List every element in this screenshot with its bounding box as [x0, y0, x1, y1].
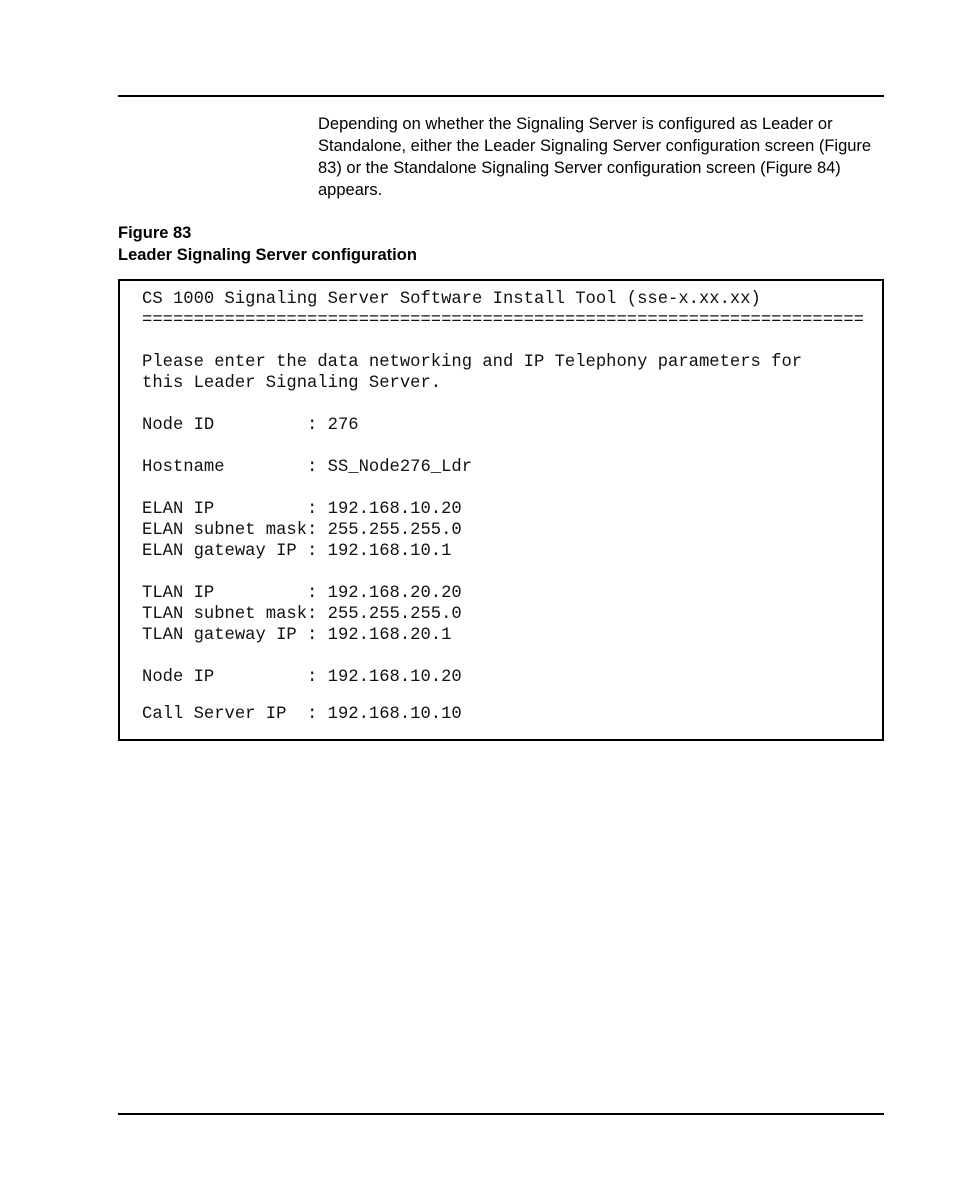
tlan-subnet-field: TLAN subnet mask: 255.255.255.0: [142, 605, 462, 624]
terminal-text: [142, 289, 864, 724]
top-rule: [118, 95, 884, 97]
elan-ip-field: ELAN IP : 192.168.10.20: [142, 500, 462, 519]
tlan-ip-field: TLAN IP : 192.168.20.20: [142, 584, 462, 603]
elan-gateway-field: ELAN gateway IP : 192.168.10.1: [142, 542, 452, 561]
tool-title: CS 1000 Signaling Server Software Install Tool (sse-x.xx.xx): [142, 290, 761, 309]
figure-number: Figure 83: [118, 224, 192, 242]
prompt-line-1: Please enter the data networking and IP Telephony parameters for: [142, 353, 803, 372]
node-id-field: Node ID : 276: [142, 416, 359, 435]
tlan-gateway-field: TLAN gateway IP : 192.168.20.1: [142, 626, 452, 645]
prompt-line-2: this Leader Signaling Server.: [142, 374, 442, 393]
terminal-screen: [118, 279, 884, 741]
intro-paragraph: Depending on whether the Signaling Server is configured as Leader or Standalone, either the Leader Signaling Server configuration screen (Figure 83) or the Standalone Signaling Server configuration screen (Figure 84) appears.: [318, 115, 872, 199]
separator-line: ======================================================================: [142, 311, 864, 330]
figure-title: Leader Signaling Server configuration: [118, 246, 417, 264]
hostname-field: Hostname : SS_Node276_Ldr: [142, 458, 473, 477]
bottom-rule: [118, 1113, 884, 1115]
elan-subnet-field: ELAN subnet mask: 255.255.255.0: [142, 521, 462, 540]
call-server-ip-field: Call Server IP : 192.168.10.10: [142, 705, 462, 724]
node-ip-field: Node IP : 192.168.10.20: [142, 668, 462, 687]
